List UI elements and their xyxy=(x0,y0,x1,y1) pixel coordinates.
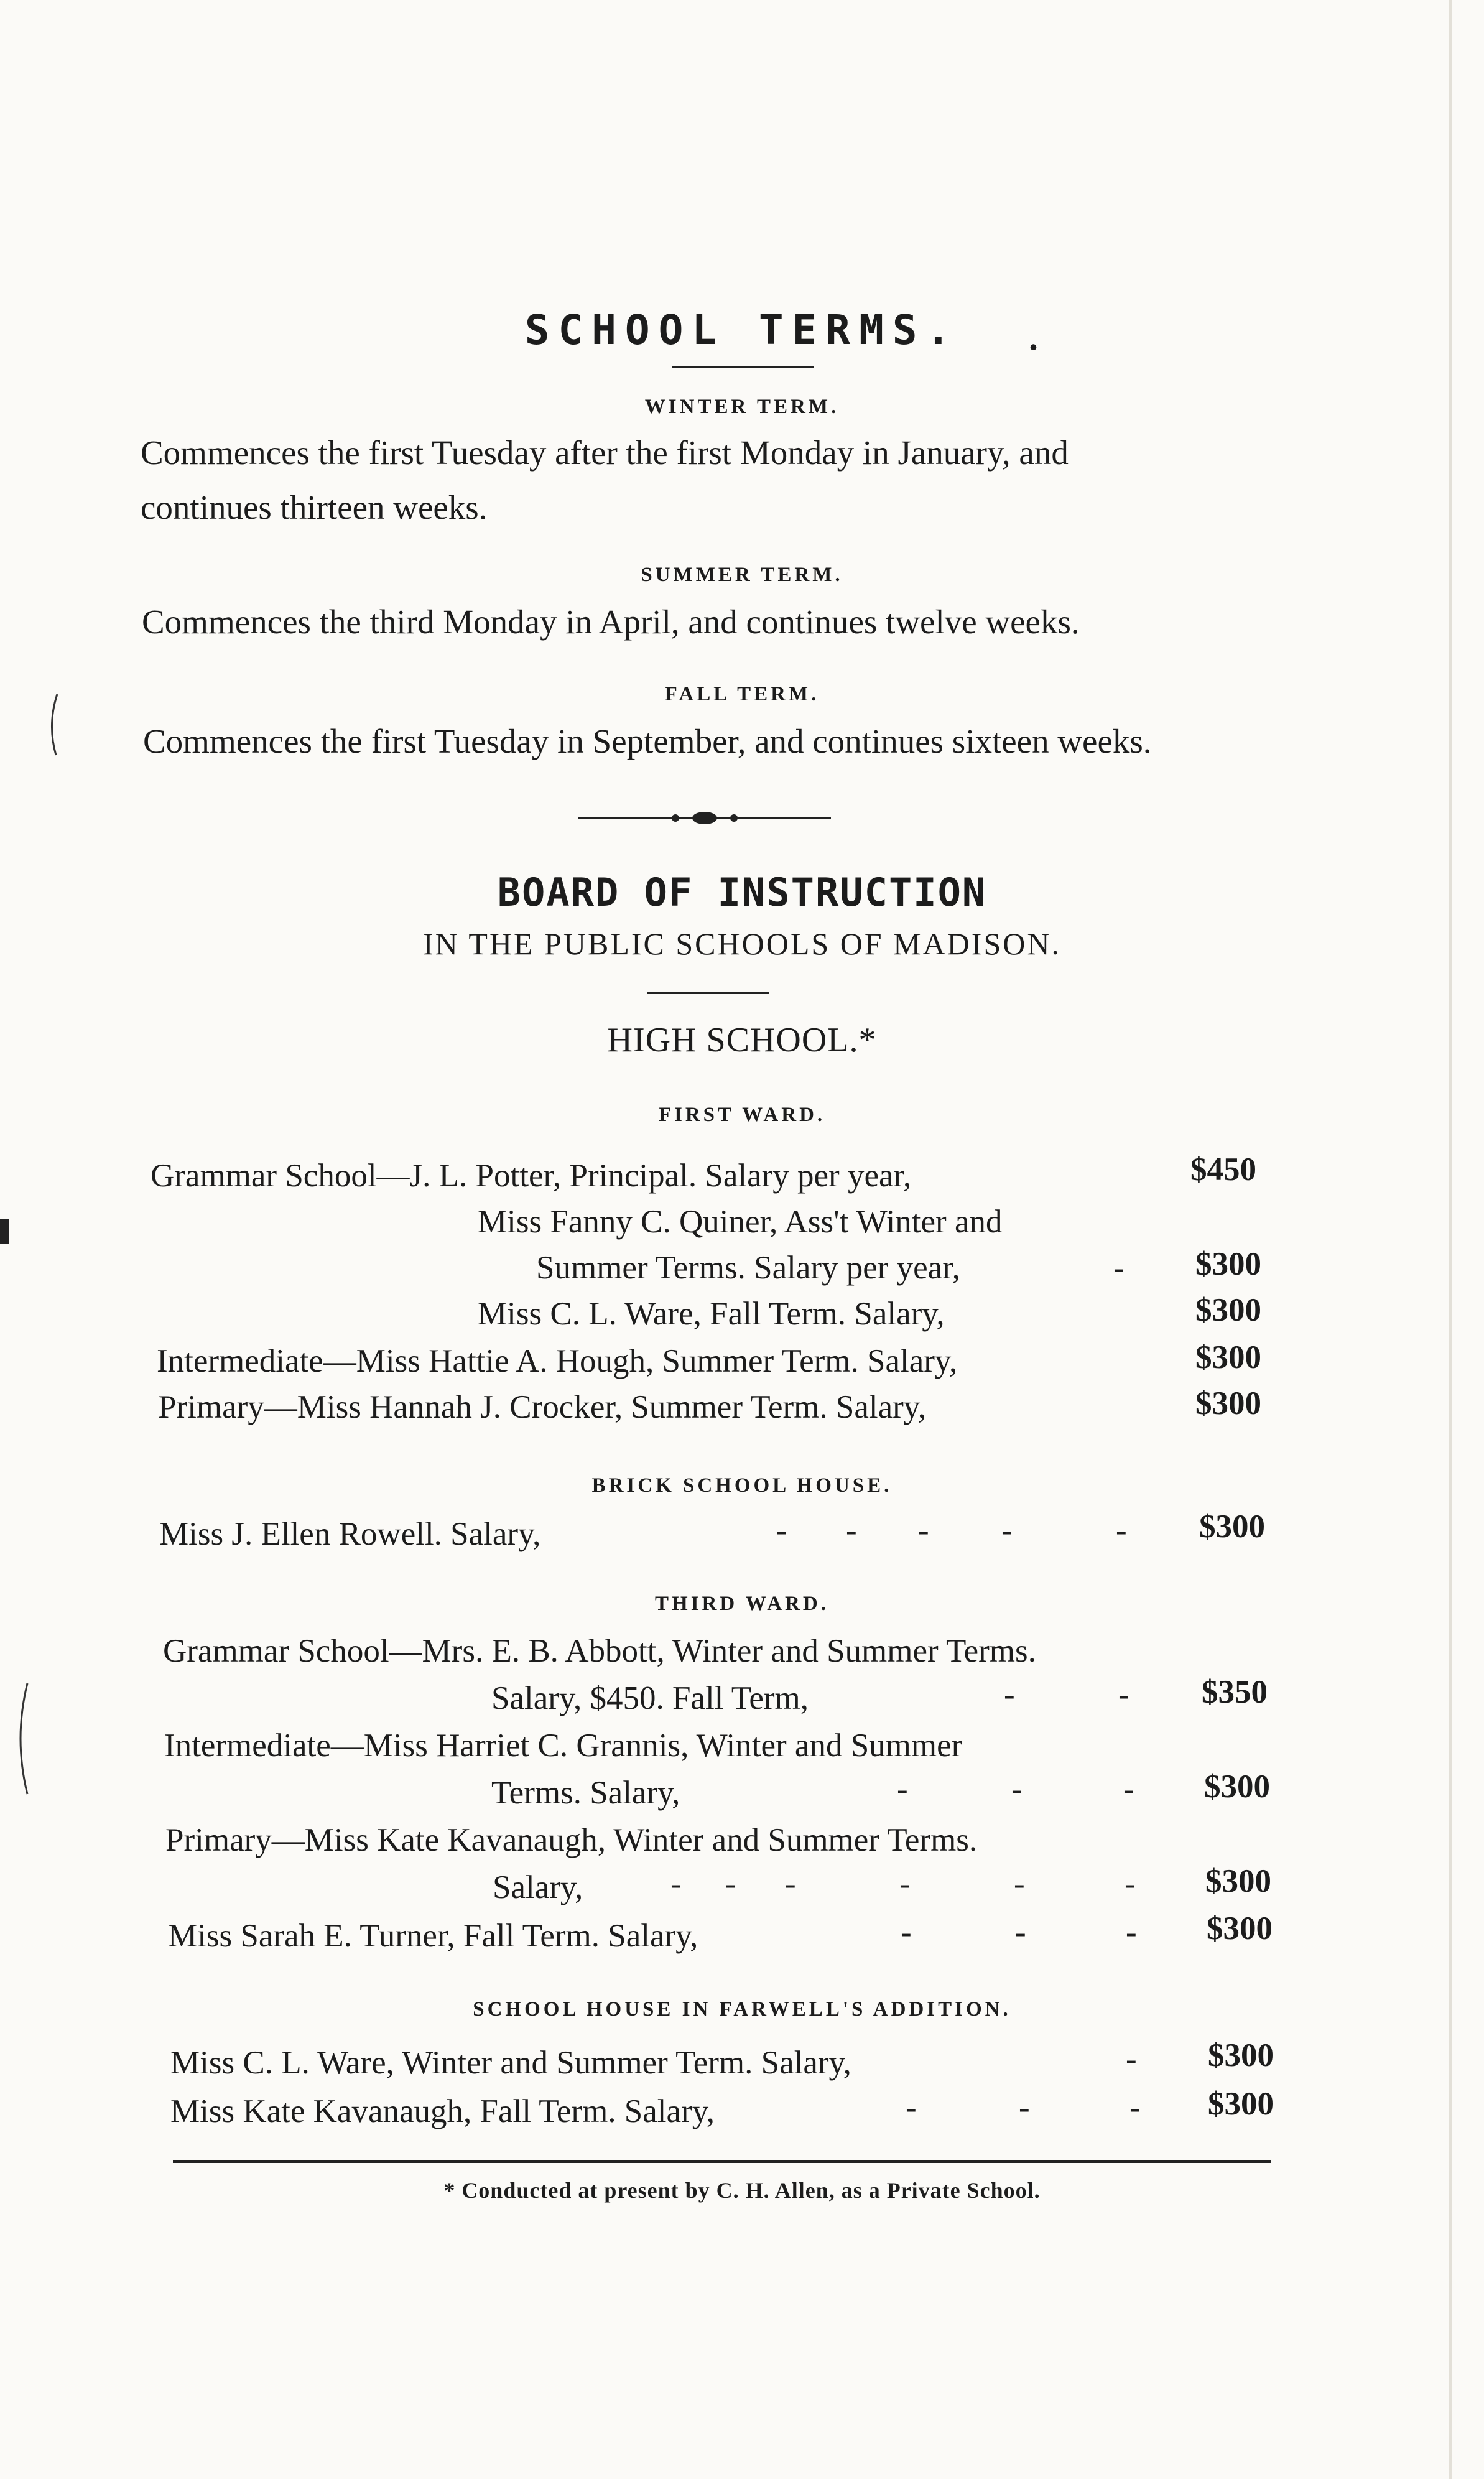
school-terms-heading: SCHOOL TERMS. xyxy=(524,306,960,354)
leader-dash: - xyxy=(725,1866,736,1902)
margin-bracket-mark xyxy=(9,1680,34,1798)
first-ward-amount-4: $300 xyxy=(1195,1292,1261,1328)
leader-dash: - xyxy=(1126,1914,1137,1950)
ornamental-divider xyxy=(578,807,831,829)
first-ward-line-4: Miss C. L. Ware, Fall Term. Salary, xyxy=(478,1296,945,1332)
leader-dash: - xyxy=(1019,2090,1030,2126)
footnote-rule xyxy=(173,2160,1271,2163)
board-heading: BOARD OF INSTRUCTION xyxy=(497,870,987,915)
leader-dash: - xyxy=(1126,2041,1137,2077)
leader-dash: - xyxy=(846,1512,857,1548)
leader-dash: - xyxy=(899,1866,911,1902)
first-ward-amount-3: $300 xyxy=(1195,1246,1261,1282)
third-ward-amount-7: $300 xyxy=(1207,1910,1273,1946)
leader-dash: - xyxy=(1123,1771,1134,1807)
heading-rule xyxy=(672,366,814,368)
high-school-heading: HIGH SCHOOL.* xyxy=(607,1021,877,1059)
board-rule xyxy=(647,992,769,994)
farwell-label: SCHOOL HOUSE IN FARWELL'S ADDITION. xyxy=(473,1998,1011,2021)
leader-dash: - xyxy=(1004,1677,1015,1713)
brick-school-line: Miss J. Ellen Rowell. Salary, xyxy=(159,1516,541,1552)
third-ward-line-6: Salary, xyxy=(493,1869,583,1905)
leader-dash: - xyxy=(897,1771,908,1807)
leader-dash: - xyxy=(1001,1512,1013,1548)
summer-term-label: SUMMER TERM. xyxy=(641,564,843,586)
third-ward-amount-2: $350 xyxy=(1202,1674,1268,1710)
leader-dash: - xyxy=(670,1866,682,1902)
first-ward-line-6: Primary—Miss Hannah J. Crocker, Summer Term. Salary, xyxy=(158,1389,927,1425)
leader-dash: - xyxy=(1118,1677,1129,1713)
third-ward-line-4: Terms. Salary, xyxy=(491,1775,680,1811)
leader-dash: - xyxy=(918,1512,929,1548)
page-edge-shadow xyxy=(1449,0,1452,2479)
farwell-amount-1: $300 xyxy=(1208,2037,1274,2073)
leader-dash: - xyxy=(776,1512,787,1548)
winter-term-line-1: Commences the first Tuesday after the first Monday in January, and xyxy=(141,434,1069,472)
first-ward-label: FIRST WARD. xyxy=(658,1104,826,1126)
margin-bracket-mark xyxy=(44,691,62,759)
third-ward-label: THIRD WARD. xyxy=(655,1593,829,1615)
farwell-line-2: Miss Kate Kavanaugh, Fall Term. Salary, xyxy=(170,2093,715,2129)
third-ward-line-1: Grammar School—Mrs. E. B. Abbott, Winter and Summer Terms. xyxy=(163,1633,1036,1669)
third-ward-line-3: Intermediate—Miss Harriet C. Grannis, Winter and Summer xyxy=(164,1728,963,1764)
leader-dash: - xyxy=(1015,1914,1026,1950)
margin-tick-mark xyxy=(0,1219,9,1244)
footnote: * Conducted at present by C. H. Allen, as a Private School. xyxy=(443,2178,1041,2203)
summer-term-line: Commences the third Monday in April, and continues twelve weeks. xyxy=(142,603,1080,641)
leader-dash: - xyxy=(785,1866,796,1902)
third-ward-line-5: Primary—Miss Kate Kavanaugh, Winter and Summer Terms. xyxy=(165,1822,978,1858)
first-ward-line-5: Intermediate—Miss Hattie A. Hough, Summer Term. Salary, xyxy=(157,1343,958,1379)
leader-dash: - xyxy=(1113,1250,1125,1286)
third-ward-line-7: Miss Sarah E. Turner, Fall Term. Salary, xyxy=(168,1918,698,1954)
brick-school-amount: $300 xyxy=(1199,1509,1265,1545)
first-ward-amount-1: $450 xyxy=(1190,1151,1256,1188)
fall-term-line: Commences the first Tuesday in September, and continues sixteen weeks. xyxy=(143,722,1152,760)
first-ward-amount-6: $300 xyxy=(1195,1385,1261,1421)
board-subheading: IN THE PUBLIC SCHOOLS OF MADISON. xyxy=(423,926,1061,961)
leader-dash: - xyxy=(1014,1866,1025,1902)
leader-dash: - xyxy=(1011,1771,1023,1807)
third-ward-amount-4: $300 xyxy=(1204,1769,1270,1805)
third-ward-line-2: Salary, $450. Fall Term, xyxy=(491,1680,809,1716)
farwell-amount-2: $300 xyxy=(1208,2086,1274,2122)
stray-dot: . xyxy=(1029,317,1038,358)
winter-term-line-2: continues thirteen weeks. xyxy=(141,488,488,526)
fall-term-label: FALL TERM. xyxy=(664,683,820,705)
leader-dash: - xyxy=(906,2090,917,2126)
leader-dash: - xyxy=(1125,1866,1136,1902)
leader-dash: - xyxy=(901,1914,912,1950)
winter-term-label: WINTER TERM. xyxy=(644,396,840,418)
leader-dash: - xyxy=(1116,1512,1127,1548)
leader-dash: - xyxy=(1129,2090,1141,2126)
third-ward-amount-6: $300 xyxy=(1205,1863,1271,1899)
first-ward-amount-5: $300 xyxy=(1195,1339,1261,1375)
first-ward-line-3: Summer Terms. Salary per year, xyxy=(536,1250,960,1286)
first-ward-line-2: Miss Fanny C. Quiner, Ass't Winter and xyxy=(478,1204,1003,1240)
brick-school-label: BRICK SCHOOL HOUSE. xyxy=(591,1474,893,1497)
first-ward-line-1: Grammar School—J. L. Potter, Principal. Salary per year, xyxy=(151,1158,912,1194)
farwell-line-1: Miss C. L. Ware, Winter and Summer Term. Salary, xyxy=(170,2045,851,2081)
